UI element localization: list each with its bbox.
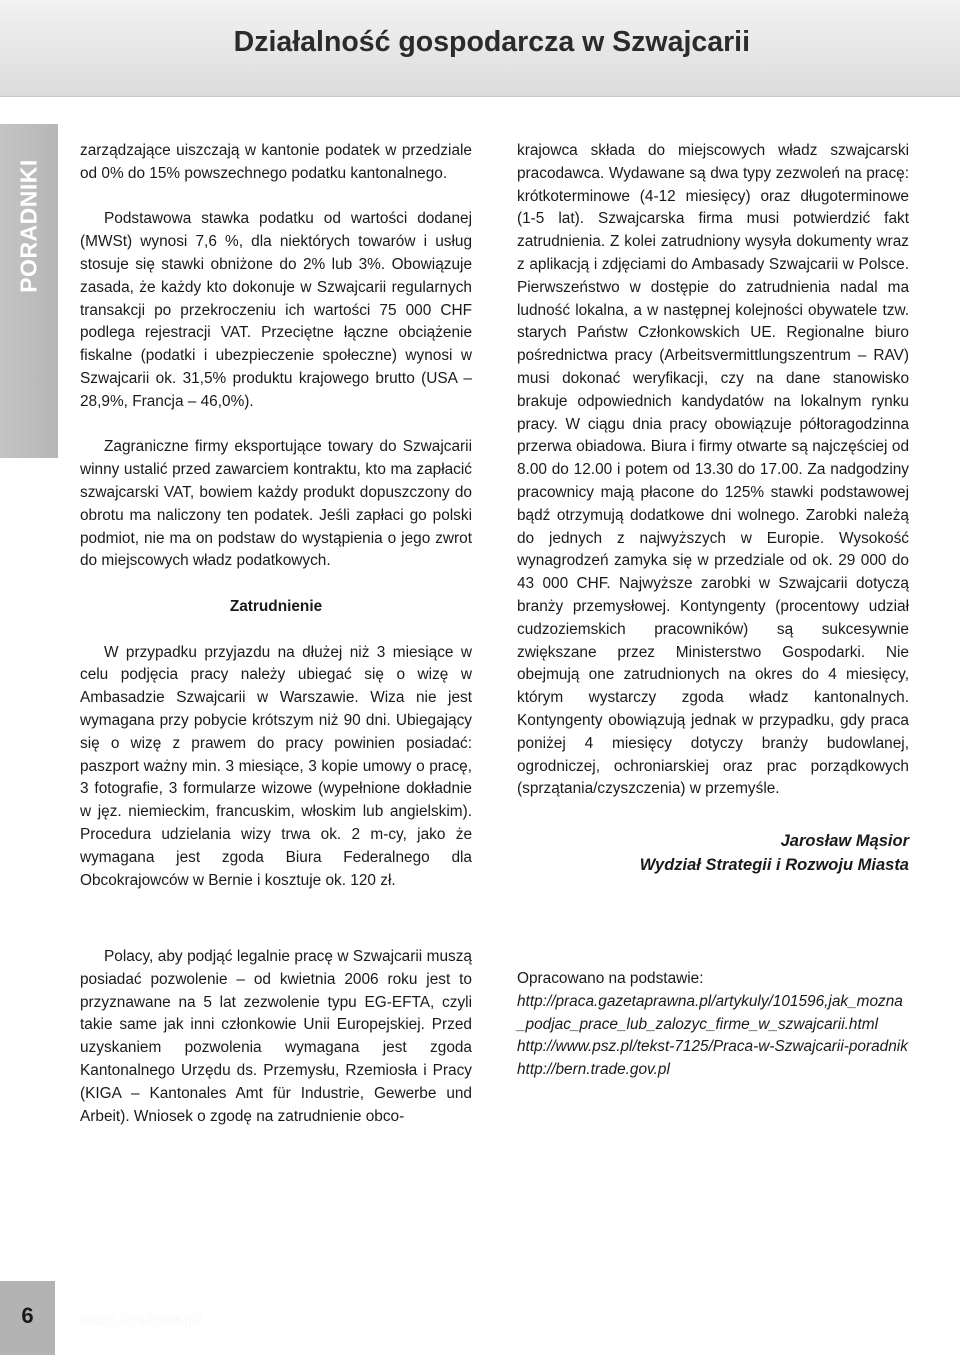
signature (517, 829, 909, 877)
source-link[interactable]: http://praca.gazetaprawna.pl/artykuly/101596,jak_mozna_podjac_prace_lub_zalozyc_firme_w_szwajcarii.html (517, 992, 903, 1033)
page-title: Działalność gospodarcza w Szwajcarii (233, 26, 750, 58)
paragraph: Zagraniczne firmy eksportujące towary do Szwajcarii winny ustalić przed zawarciem kontraktu, kto ma zapłacić szwajcarski VAT, bowiem każdy produkt dopuszczony do obrotu ma naliczony ten podatek. Jeśli zapłaci go polski podmiot, nie ma on podstaw do wystąpienia o jego zwrot do miejscowych władz podatkowych. (80, 438, 472, 570)
footer-site: msp.krakow.pl (80, 1310, 202, 1329)
paragraph: zarządzające uiszczają w kantonie podatek w przedziale od 0% do 15% powszechnego podatku kantonalnego. (80, 142, 472, 182)
source-link[interactable]: http://www.psz.pl/tekst-7125/Praca-w-Szwajcarii-poradnik (517, 1038, 908, 1056)
paragraph: Podstawowa stawka podatku od wartości dodanej (MWSt) wynosi 7,6 %, dla niektórych towarów i usług stosuje się stawki obniżone do 2% lub 3%. Obowiązuje zasada, że każdy kto dokonuje w Szwajcarii regularnych transakcji po przekroczeniu ich wartości 75 000 CHF podlega rejestracji VAT. Przeciętne łączne obciążenie fiskalne (podatki i ubezpieczenie społeczne) wynosi w Szwajcarii ok. 31,5% produktu krajowego brutto (USA – 28,9%, Francja – 46,0%). (80, 210, 472, 410)
source-link[interactable]: http://bern.trade.gov.pl (517, 1061, 670, 1079)
paragraph: W przypadku przyjazdu na dłużej niż 3 miesiące w celu podjęcia pracy należy ubiegać się o wizę w Ambasadzie Szwajcarii w Warszawie. Wiza nie jest wymagana przy pobycie krótszym niż 90 dni. Ubiegający się o wizę z prawem do pracy powinien posiadać: paszport ważny min. 3 miesiące, 3 kopie umowy o pracę, 3 fotografie, 3 formularze wizowe (wypełnione dokładnie w jęz. niemieckim, francuskim, włoskim lub angielskim). Procedura udzielania wizy trwa ok. 2 m-cy, jako że wymagana jest zgoda Biura Federalnego dla Obcokrajowców w Bernie i kosztuje ok. 120 zł. (80, 643, 472, 889)
sources-block (517, 968, 909, 1082)
author-name: Jarosław Mąsior (780, 832, 909, 851)
page-number-box (0, 1281, 55, 1355)
author-department: Wydział Strategii i Rozwoju Miasta (639, 856, 909, 875)
paragraph: krajowca składa do miejscowych władz szwajcarski pracodawca. Wydawane są dwa typy zezwoleń na pracę: krótkoterminowe (4-12 miesięcy) oraz długoterminowe (1-5 lat). Szwajcarska firma musi potwierdzić fakt zatrudnienia. Z kolei zatrudniony wysyła dokumenty wraz z aplikacją i zdjęciami do Ambasady Szwajcarii w Polsce. Pierwszeństwo w dostępie do zatrudnienia nadal ma ludność lokalna, a w następnej kolejności obywatele tzw. starych Państw Członkowskich UE. Regionalne biuro pośrednictwa pracy (Arbeitsvermittlungszentrum – RAV) musi dokonać weryfikacji, czy na dane stanowisko brakuje odpowiednich kandydatów na lokalnym rynku pracy. W ciągu dnia pracy obowiązuje półtoragodzinna przerwa obiadowa. Biura i firmy otwarte są najczęściej od 8.00 do 12.00 i potem od 13.30 do 17.00. Za nadgodziny pracownicy mają płacone do 125% stawki podstawowej bądź otrzymują dodatkowe dni wolnego. Zarobki należą do jednych z najwyższych w Europie. Wysokość wynagrodzeń zamyka się w przedziale od ok. 29 000 do 43 000 CHF. Najwyższe zarobki w Szwajcarii dotyczą branży przemysłowej. Kontyngenty (procentowy udział cudzoziemskich pracowników) są sukcesywnie zwiększane przez Ministerstwo Gospodarki. Nie obejmują one zatrudnionych na okres do 4 miesięcy, którym wystarczy zgoda władz kantonalnych. Kontyngenty obowiązują jednak w przypadku, gdy praca poniżej 4 miesięcy dotyczy branży budowlanej, ogrodniczej, ochroniarskiej oraz prac porządkowych (sprzątania/czyszczenia) w przemyśle. (517, 142, 909, 798)
paragraph: Polacy, aby podjąć legalnie pracę w Szwajcarii muszą posiadać pozwolenie – od kwietnia 2006 roku jest to przyznawane na 5 lat zezwolenie typu EG-EFTA, czyli takie same jak inni członkowie Unii Europejskiej. Przed uzyskaniem pozwolenia wymagana jest zgoda Kantonalnego Urzędu ds. Przemysłu, Rzemiosła i Pracy (KIGA – Kantonales Amt für Industrie, Gewerbe und Arbeit). Wniosek o zgodę na zatrudnienie obco- (80, 948, 472, 1125)
page-number: 6 (21, 1303, 34, 1328)
right-column (517, 140, 909, 877)
left-column-bottom (80, 946, 472, 1128)
left-column (80, 140, 472, 915)
sources-label: Opracowano na podstawie: (517, 970, 704, 987)
section-heading: Zatrudnienie (229, 597, 323, 615)
section-label: PORADNIKI (15, 159, 42, 293)
page-header (0, 0, 960, 97)
